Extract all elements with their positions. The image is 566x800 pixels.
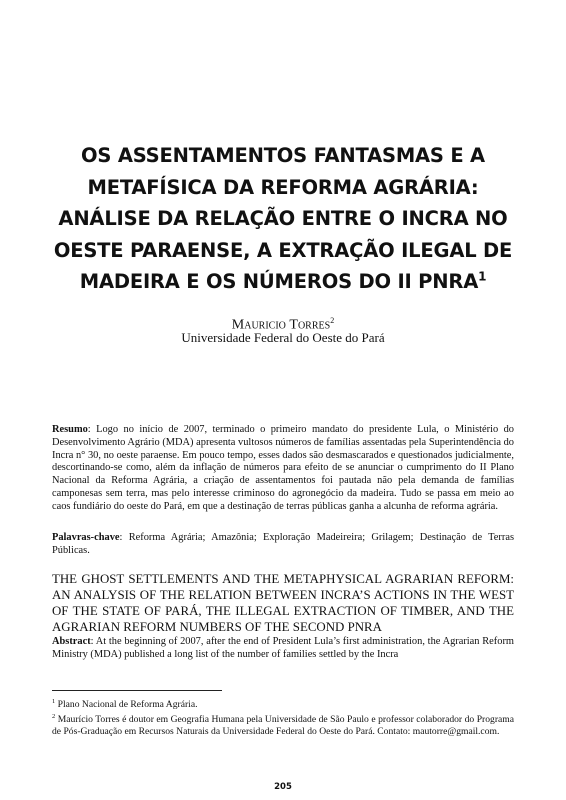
keywords-portuguese [52,532,514,558]
footnote-item [52,696,514,711]
author-affiliation: Universidade Federal do Oeste do Pará [181,330,385,345]
footnote-divider [52,690,222,691]
abstract-portuguese [52,424,514,514]
footnote-item [52,711,514,738]
footnote-mark: 2 [52,712,56,720]
footnote-mark: 1 [52,698,56,705]
footnote-text: Maurício Torres é doutor em Geografia Humana pela Universidade de São Paulo e professor colaborador do Programa de Pós-Graduação em Recursos Naturais da Universidade Federal do Oeste do Pará. Contato: mautorre@gmail.com. [52,714,514,737]
keywords-label: Palavras-chave [52,532,120,543]
article-title-text: OS ASSENTAMENTOS FANTASMAS E A METAFÍSICA DA REFORMA AGRÁRIA: ANÁLISE DA RELAÇÃO ENTRE O INCRA NO OESTE PARAENSE, A EXTRAÇÃO ILEGAL DE MADEIRA E OS NÚMEROS DO II PNRA [53,144,513,293]
title-footnote-mark[interactable]: 1 [478,269,487,284]
keywords-text: : Reforma Agrária; Amazônia; Exploração Madeireira; Grilagem; Destinação de Terras Públicas. [52,532,514,556]
author-first-name: Mauricio [231,317,286,333]
article-title [52,140,514,298]
abstract-english [52,635,514,674]
footnotes [52,696,514,738]
footnote-text: Plano Nacional de Reforma Agrária. [55,699,198,711]
author-last-name: Torres [289,317,331,333]
author-footnote-mark[interactable]: 2 [330,316,335,325]
page-number: 205 [274,782,292,792]
abstract-en-text: : At the beginning of 2007, after the end of President Lula’s first administration, the Agrarian Reform Ministry (MDA) published a long list of the number of families settled by the Incra [52,636,514,660]
english-title: THE GHOST SETTLEMENTS AND THE METAPHYSICAL AGRARIAN REFORM: AN ANALYSIS OF THE RELATION BETWEEN INCRA’S ACTIONS IN THE WEST OF THE STATE OF PARÁ, THE ILLEGAL EXTRACTION OF TIMBER, AND THE AGRARIAN REFORM NUMBERS OF THE SECOND PNRA [52,572,514,634]
abstract-en-label: Abstract [52,636,91,647]
abstract-pt-text: : Logo no início de 2007, terminado o primeiro mandato do presidente Lula, o Ministério do Desenvolvimento Agrário (MDA) apresenta vultosos números de famílias assentadas pela Superintendência do Incra n° 30, no oeste paraense. Em pouco tempo, esses dados são desmascarados e questionados judicialmente, descortinando-se como, além da inflação de números para efeito de se anunciar o cumprimento do II Plano Nacional da Reforma Agrária, a criação de assentamentos foi pautada não pela demanda de famílias camponesas sem terra, mas pelo interesse criminoso do agronegócio da madeira. Tudo se passa em meio ao caos fundiário do oeste do Pará, em que a destinação de terras públicas ganha a alcunha de reforma agrária. [52,424,514,512]
abstract-pt-label: Resumo [52,424,88,435]
